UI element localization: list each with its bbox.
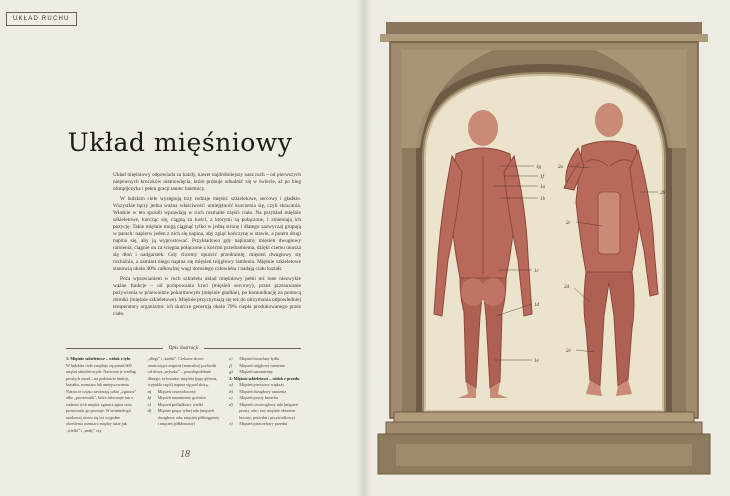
body-paragraph-1: Układ mięśniowy odpowiada za każdy, nawet najdrobniejszy nasz ruch – od pierwszych niepewnych kroczków niemowlęcia, które próbuje odnaleźć się w świecie, aż po bieg olimpijczyka i pełen gracji taniec baletnicy. <box>113 172 301 192</box>
legend-item-label: Mięsień prosty brzucha <box>239 395 278 400</box>
label-1c: 1c <box>534 269 539 274</box>
legend-item-key: a) <box>229 382 233 387</box>
legend-item-label: Mięsień trójgłowy ramienia <box>239 362 285 368</box>
legend-item <box>148 408 220 428</box>
label-2e: 2e <box>566 349 571 354</box>
legend-heading <box>66 345 301 351</box>
label-2b: 2b <box>660 191 665 196</box>
cabinet-base-step-1 <box>394 412 694 422</box>
figure-back-head <box>468 110 498 146</box>
legend-item-label: Mięsień naramienny grzbietu <box>157 395 206 400</box>
legend-item-label: Mięśnie grupy tylnej uda (mięsień dwugłowy uda, mięsień półścięgnisty i mięsień półbłoniasty) <box>157 408 220 426</box>
legend-heading-label: Opis ilustracji <box>168 345 199 351</box>
cabinet-plinth-panel <box>396 444 692 466</box>
cabinet-figure <box>376 16 720 492</box>
legend-item-key: g) <box>229 369 233 374</box>
body-text <box>113 172 301 321</box>
legend-item-label: Mięsień piersiowy większy <box>239 382 285 387</box>
book-gutter <box>357 0 371 496</box>
legend-item-label: Mięsień brzuchaty łydki <box>239 356 280 361</box>
legend-entry-text: „długi” i „krótki”. Ciekawe słowo oznaczające mięsień (musculus) pochodzi od słowa „myszka” – prawdopodobnie dlatego, że brzusiec mięśnia (jego główna, wypukła część) napina się pod skórą. <box>147 356 218 387</box>
label-1a: 1a <box>540 185 545 190</box>
legend-column-1 <box>66 356 138 434</box>
legend-entry-title: 1: Mięśnie szkieletowe – widok z tyłu <box>66 356 131 361</box>
cabinet-cornice <box>386 22 702 34</box>
legend-item-key: b) <box>147 395 152 400</box>
legend-item-key: d) <box>229 401 233 407</box>
legend-rule-right <box>204 348 301 349</box>
label-1f: 1f <box>540 175 544 180</box>
legend-item-label: Mięsień piszczelowy przedni <box>239 421 288 426</box>
legend-item <box>229 402 301 422</box>
legend-item-key: e) <box>229 421 233 426</box>
body-paragraph-2: W ludzkim ciele występują trzy rodzaje mięśni: szkieletowe, sercowy i gładkie. Wszystkie łączy jedna ważna właściwość: umiejętność kurczenia się, czyli skracania. Właśnie w ten sposób wprawiają w ruch rozmaite części ciała. Na przykład mięśnie szkieletowe, kurcząc się, ciągną za kości, z którymi są połączone, i zmieniają ich pozycję. Takie mięśnie mogą ciągnąć tylko w jedną stronę i dlatego zazwyczaj grupują w parach: napierw jeden z nich się napina, aby zgiąć kończynę w stawie, a potem drugi napina się, aby ją wyprostować. Przykładowo gdy napinamy mięsień dwugłowy ramienia, ciągnie on za ścięgna połączone z kośćmi przedramienia, dzięki czemu unosza się dłoń i nadgarstek. Gdy chcemy opuścić przedramię, mięsień dwugłowy się rozluźnia, a zamiast niego napina się mięsień trójgłowy ramienia. Mięśnie szkieletowe stanowią około 40% całkowitej wagi dorosłego człowieka i nadają ciału kształt. <box>113 196 301 272</box>
chapter-tab: UKŁAD RUCHU <box>6 12 77 26</box>
page-title: Układ mięśniowy <box>67 128 293 157</box>
label-1b: 1b <box>540 197 545 202</box>
cabinet-cornice-lip <box>380 34 708 42</box>
cabinet-base-step-2 <box>386 422 702 434</box>
legend-item-label: Mięsień dwugłowy ramienia <box>239 388 287 394</box>
muscle-illustration <box>376 16 720 492</box>
legend-item-key: e) <box>229 356 233 361</box>
legend-item-key: a) <box>147 388 152 394</box>
legend-item-key: c) <box>229 395 233 400</box>
legend-item-key: c) <box>147 401 151 407</box>
legend-entry-text: W ludzkim ciele znajduje się ponad 600 mięśni szkieletowych. Nazwane je według prostych zasad – na podstawie funkcji, kształtu, rozmiaru lub umiejscowienia. Nazwa te często zawierają człon „zginacz” albo „prostownik”, które informuje nas o zadaniu tych mięśni: zginacz zgina staw, prostownik go prostuje. W terminologii naukowej słowo się też wygodne określenia rozmiaru między takie jak „wielki” i „mały” czy <box>66 362 137 433</box>
legend-item-label: Mięsień czworogłowy uda (mięsień prosty uda i trzy mięśnie obszerne boczny, pośredni i przyśrodkowy) <box>239 401 298 420</box>
legend-item-key: d) <box>147 408 152 413</box>
label-2c: 2c <box>566 221 571 226</box>
legend-item-label: Mięsień czworoboczny <box>157 388 196 394</box>
legend-column-3 <box>229 356 301 434</box>
legend-item-label: Mięsień naramienny <box>239 369 273 374</box>
legend-item-label: Mięsień pośladkowy wielki <box>157 401 203 407</box>
legend-item-key: f) <box>229 362 232 368</box>
figure-front-head <box>595 103 623 137</box>
label-2a: 2a <box>558 165 563 170</box>
label-1e: 1e <box>534 359 539 364</box>
legend-rule-left <box>66 348 163 349</box>
body-paragraph-3: Poza wprawianiem w ruch szkieletu układ mięśniowy pełni też inne niezwykle ważne funkcje – od pompowania krwi (mięsień sercowy), przez przesuwanie pożywienia w przewodzie pokarmowym (mięśnie gładkie), po komunikację za pomocą mimiki (mięśnie szkieletowe). Mięśnie przyczyniają się też do utrzymania odpowiedniej temperatury organizmu: ich skurcze generują około 70% ciepła produkowanego przez ciało. <box>113 276 301 317</box>
label-1d: 1d <box>534 303 539 308</box>
legend-entry-title: 2: Mięśnie szkieletowe – widok z przodu <box>229 375 300 381</box>
label-1g: 1g <box>536 165 541 170</box>
legend <box>66 356 301 434</box>
figure-back-glutes-right <box>481 278 505 306</box>
legend-column-2 <box>148 356 220 434</box>
figure-front-abs <box>598 192 620 254</box>
legend-item <box>229 421 301 428</box>
label-2d: 2d <box>564 285 569 290</box>
legend-item-key: b) <box>229 388 233 394</box>
page-number: 18 <box>180 449 190 460</box>
